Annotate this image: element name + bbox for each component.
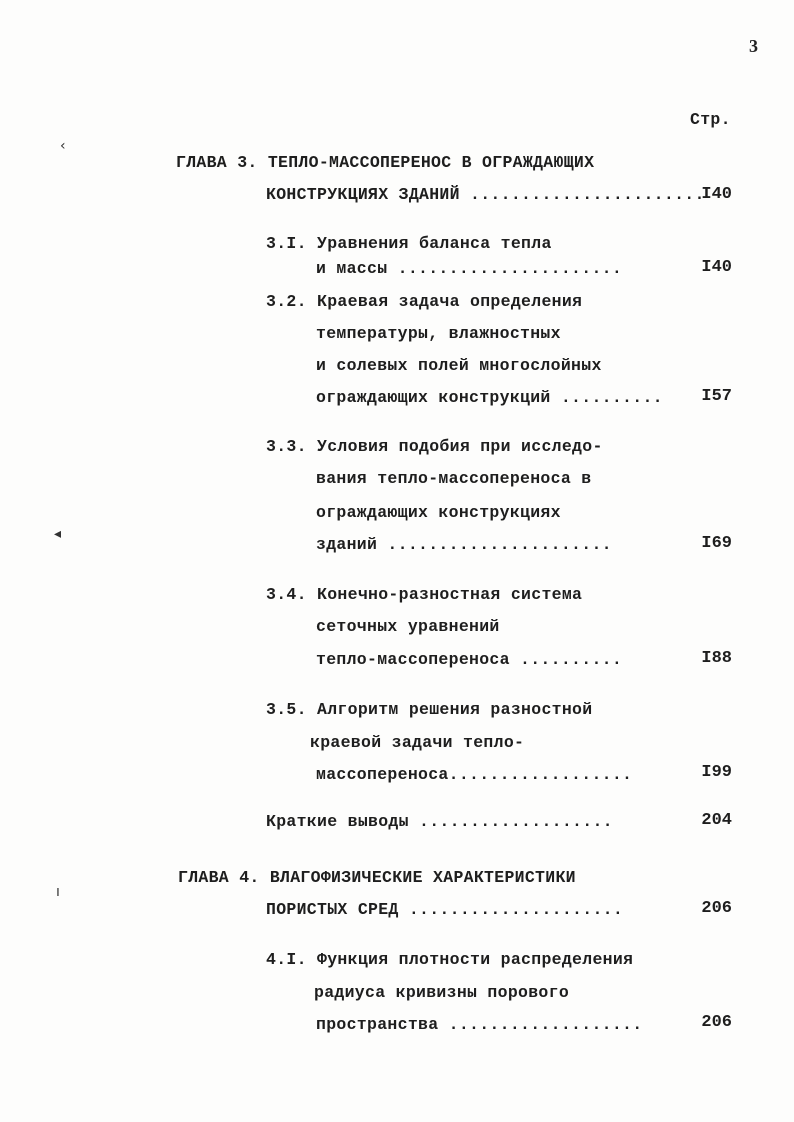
toc-3-2-line1: 3.2. Краевая задача определения [266,292,583,311]
toc-3-3-line3: ограждающих конструкциях [316,503,561,522]
toc-3-1-line2: и массы ...................... [316,259,623,278]
toc-3-2-page: I57 [701,387,732,406]
toc-3-2-line3: и солевых полей многослойных [316,356,602,375]
toc-3-2-line4: ограждающих конструкций .......... [316,388,663,407]
toc-3-5-line2: краевой задачи тепло- [310,733,525,752]
margin-mark-2: ◂ [54,526,62,542]
toc-3-3-line1: 3.3. Условия подобия при исследо- [266,437,603,456]
page-number: 3 [749,36,758,56]
toc-4-1-page: 206 [701,1013,732,1032]
toc-3-5-line3: массопереноса.................. [316,765,633,784]
toc-3-1-line1: 3.I. Уравнения баланса тепла [266,234,552,253]
margin-mark-1: ‹ [60,138,66,154]
toc-3-3-line4: зданий ...................... [316,535,612,554]
toc-3-4-line2: сеточных уравнений [316,617,500,636]
toc-4-1-line3: пространства ................... [316,1015,643,1034]
toc-3-5-page: I99 [701,763,732,782]
column-header-page: Стр. [690,110,731,129]
toc-3-2-line2: температуры, влажностных [316,324,561,343]
toc-3-4-line1: 3.4. Конечно-разностная система [266,585,583,604]
toc-chapter4-page: 206 [701,899,732,918]
toc-chapter3-line1: ГЛАВА 3. ТЕПЛО-МАССОПЕРЕНОС В ОГРАЖДАЮЩИХ [176,153,595,172]
toc-4-1-line1: 4.I. Функция плотности распределения [266,950,634,969]
toc-chapter3-line2: КОНСТРУКЦИЯХ ЗДАНИЙ ....................... [266,185,705,204]
toc-chapter4-line1: ГЛАВА 4. ВЛАГОФИЗИЧЕСКИЕ ХАРАКТЕРИСТИКИ [178,868,576,887]
toc-3-5-line1: 3.5. Алгоритм решения разностной [266,700,593,719]
toc-summary-page: 204 [701,811,732,830]
toc-chapter3-page: I40 [701,185,732,204]
toc-3-4-page: I88 [701,649,732,668]
margin-mark-3: ı [56,884,60,900]
toc-3-1-page: I40 [701,258,732,277]
toc-4-1-line2: радиуса кривизны порового [314,983,570,1002]
toc-chapter4-line2: ПОРИСТЫХ СРЕД ..................... [266,900,624,919]
toc-3-3-page: I69 [701,534,732,553]
toc-summary-line1: Краткие выводы ................... [266,812,613,831]
toc-3-3-line2: вания тепло-массопереноса в [316,469,592,488]
toc-3-4-line3: тепло-массопереноса .......... [316,650,623,669]
